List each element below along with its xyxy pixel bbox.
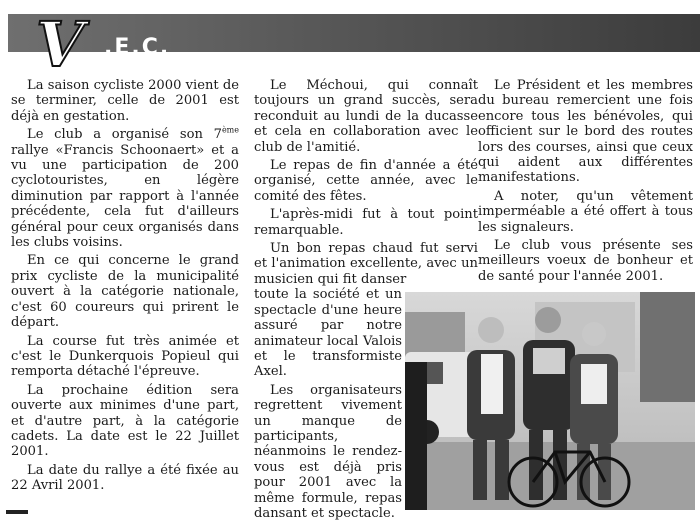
text-fragment: Le club a organisé son 7 xyxy=(27,127,222,143)
wrapped-text-block xyxy=(254,287,402,521)
paragraph: La date du rallye a été fixée au 22 Avril 2001. xyxy=(11,462,239,494)
paragraph: Le Président et les membres du bureau remercient une fois encore tous les bénévoles, qui officient sur le bord des routes lors des courses, ainsi que ceux qui aident aux différentes manifestations. xyxy=(478,78,693,186)
paragraph: L'après-midi fut à tout point remarquable. xyxy=(254,207,478,238)
paragraph: A noter, qu'un vêtement imperméable a été offert à tous les signaleurs. xyxy=(478,188,693,235)
article-column-3 xyxy=(478,78,693,287)
page-footer-mark xyxy=(6,510,28,514)
header-initial: V xyxy=(36,8,85,81)
section-header-bar xyxy=(8,8,700,81)
header-title: .E.C. xyxy=(104,35,171,60)
article-column-1 xyxy=(11,78,239,497)
paragraph: Le repas de fin d'année a été organisé, cette année, avec le comité des fêtes. xyxy=(254,158,478,204)
paragraph: La saison cycliste 2000 vient de se terminer, celle de 2001 est déjà en gestation. xyxy=(11,78,239,124)
paragraph: La course fut très animée et c'est le Dunkerquois Popieul qui remporta détaché l'épreuve. xyxy=(11,333,239,380)
paragraph: Le Méchoui, qui connaît toujours un grand succès, sera reconduit au lundi de la ducasse et cela en collaboration avec le club de l'amitié. xyxy=(254,78,478,155)
photo-illustration xyxy=(405,292,695,510)
paragraph: Le club vous présente ses meilleurs voeux de bonheur et de santé pour l'année 2001. xyxy=(478,238,693,284)
paragraph: Les organisateurs regrettent vivement un manque de participants, néanmoins le rendez-vous est déjà pris pour 2001 avec la même formule, repas dansant et spectacle. xyxy=(254,382,402,521)
paragraph: En ce qui concerne le grand prix cycliste de la municipalité ouvert à la catégorie nationale, c'est 60 coureurs qui prirent le départ. xyxy=(11,253,239,331)
superscript: ème xyxy=(221,125,239,135)
paragraph: Un bon repas chaud fut servi et l'animation excellente, avec un musicien qui fit danser xyxy=(254,241,478,287)
paragraph xyxy=(11,127,239,250)
text-fragment: rallye «Francis Schoonaert» et a vu une participation de 200 cyclotouristes, en légère diminution par rapport à l'année précédente, cela fut d'ailleurs général pour ceux organisés dans les clubs voisins. xyxy=(11,142,239,251)
cyclists-photo xyxy=(405,292,695,510)
paragraph: toute la société et un spectacle d'une heure assuré par notre animateur local Valois et le transformiste Axel. xyxy=(254,287,402,380)
paragraph: La prochaine édition sera ouverte aux minimes d'une part, et d'autre part, à la catégorie cadets. La date est le 22 Juillet 2001. xyxy=(11,382,239,460)
